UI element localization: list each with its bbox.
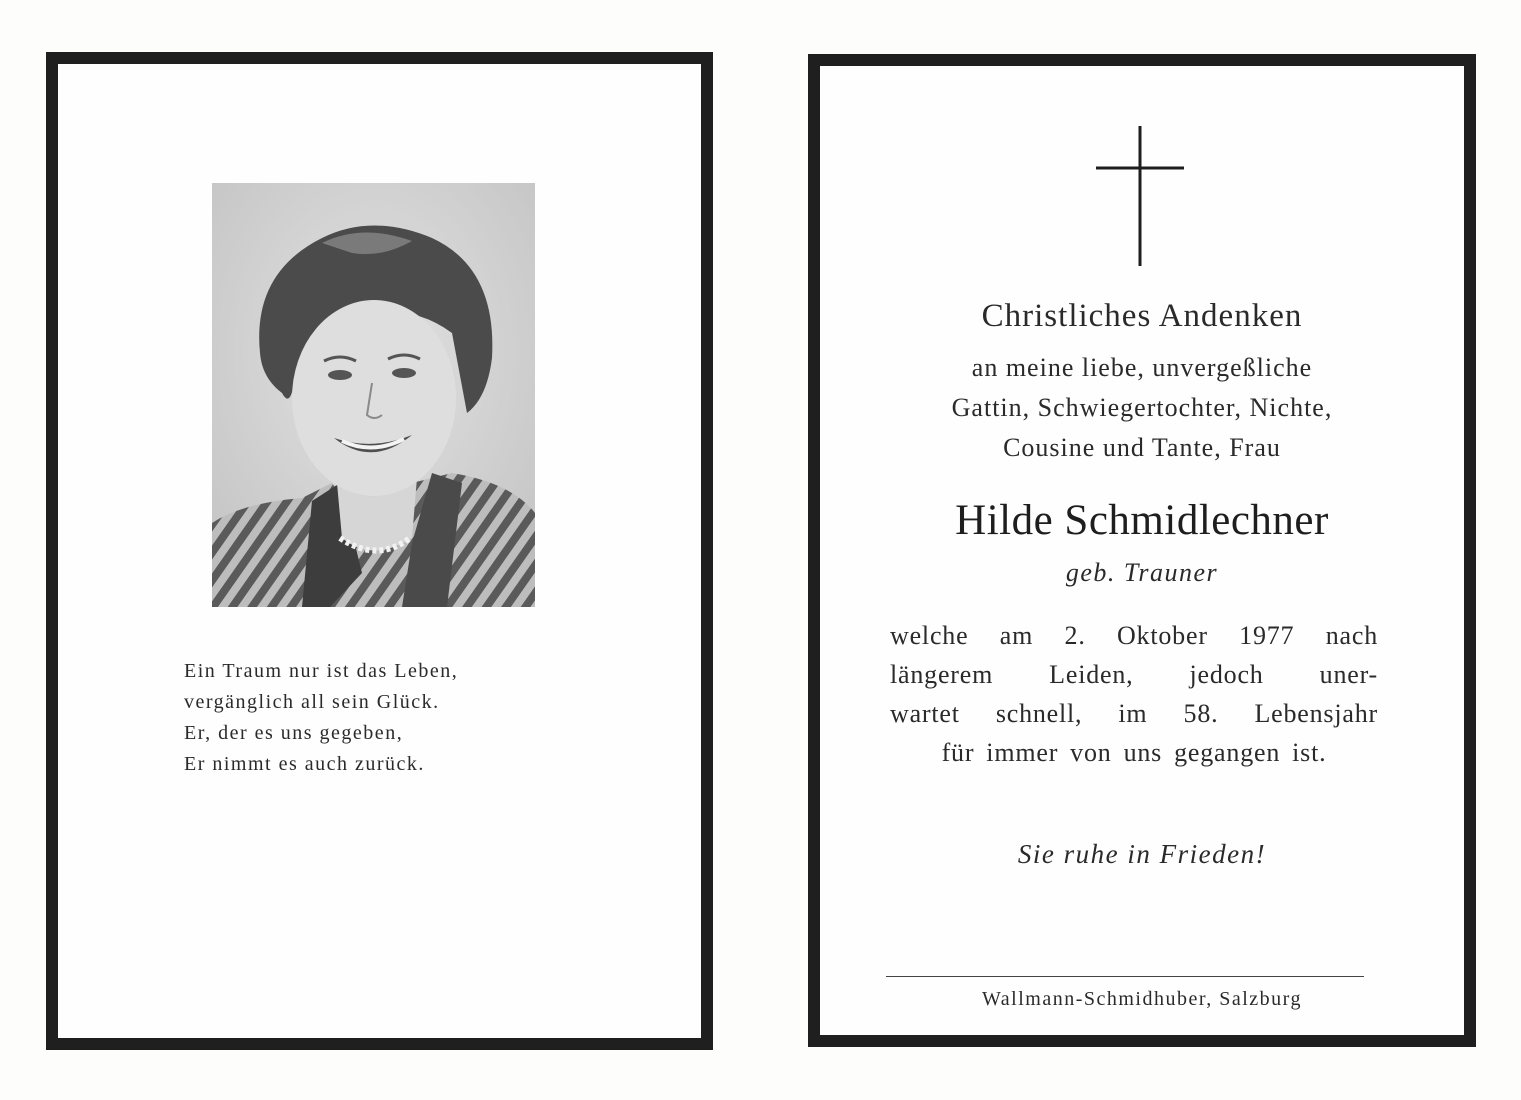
- bio-word: uner-: [1319, 660, 1378, 689]
- bio-word: Leiden,: [1049, 660, 1134, 689]
- bio-line: [890, 655, 1378, 694]
- dedication-line: an meine liebe, unvergeßliche: [971, 353, 1313, 382]
- bio-word: gegangen: [1174, 738, 1281, 767]
- printer-credit: Wallmann-Schmidhuber, Salzburg: [982, 988, 1302, 1010]
- bio-word: wartet: [890, 699, 960, 728]
- bio-word: welche: [890, 621, 969, 650]
- left-card: [46, 52, 713, 1050]
- dedication-line: Cousine und Tante, Frau: [1003, 433, 1281, 462]
- bio-word: 2.: [1064, 621, 1086, 650]
- bio-word: für: [941, 738, 975, 767]
- poem: [184, 656, 604, 780]
- bio-line: [890, 694, 1378, 733]
- right-card: [808, 54, 1476, 1047]
- portrait-photo-icon: [212, 183, 535, 607]
- bio-word: längerem: [890, 660, 994, 689]
- bio-word: immer: [986, 738, 1059, 767]
- poem-line: Er, der es uns gegeben,: [184, 722, 404, 744]
- dedication: [820, 348, 1464, 468]
- dedication-line: Gattin, Schwiegertochter, Nichte,: [951, 393, 1333, 422]
- bio-word: 1977: [1239, 621, 1295, 650]
- bio-word: uns: [1123, 738, 1163, 767]
- bio-word: Oktober: [1116, 621, 1208, 650]
- bio-word: von: [1070, 738, 1112, 767]
- biography: [890, 616, 1378, 772]
- bio-word: Lebensjahr: [1254, 699, 1378, 728]
- bio-word: nach: [1325, 621, 1378, 650]
- portrait-photo: [212, 183, 535, 607]
- rest-in-peace: Sie ruhe in Frieden!: [1017, 839, 1267, 869]
- poem-line: Ein Traum nur ist das Leben,: [184, 660, 459, 682]
- bio-word: jedoch: [1189, 660, 1264, 689]
- bio-word: schnell,: [995, 699, 1083, 728]
- poem-line: Er nimmt es auch zurück.: [184, 753, 425, 775]
- bio-word: 58.: [1183, 699, 1219, 728]
- bio-line: [890, 733, 1378, 772]
- divider: [886, 976, 1364, 977]
- deceased-name: Hilde Schmidlechner: [955, 497, 1329, 544]
- bio-line: [890, 616, 1378, 655]
- cross-icon: [1084, 116, 1184, 266]
- maiden-name: geb. Trauner: [1065, 558, 1219, 587]
- bio-word: im: [1118, 699, 1148, 728]
- bio-word: am: [999, 621, 1034, 650]
- poem-line: vergänglich all sein Glück.: [184, 691, 440, 713]
- bio-word: ist.: [1292, 738, 1327, 767]
- heading: Christliches Andenken: [981, 298, 1303, 334]
